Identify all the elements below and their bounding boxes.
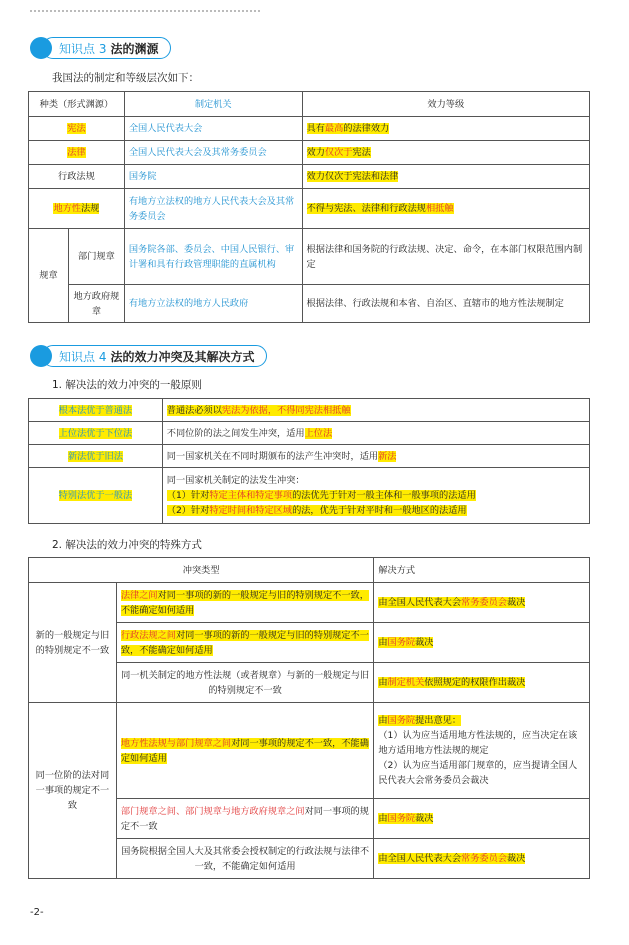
table-row (29, 189, 590, 229)
principle-desc: 普通法必须以宪法为依据，不得同宪法相抵触 (162, 399, 589, 422)
sources-table (28, 91, 590, 323)
rules-group-cell: 规章 (29, 229, 69, 323)
table-row (29, 583, 590, 623)
section3-title: 法的渊源 (110, 41, 159, 56)
principle-name: 特别法优于一般法 (29, 468, 163, 524)
header-conflict: 冲突类型 (29, 558, 374, 583)
header-org: 制定机关 (124, 92, 302, 117)
table-row (29, 117, 590, 141)
table-row (29, 399, 590, 422)
conflict-cell: 同一机关制定的地方性法规（或者规章）与新的一般规定与旧的特别规定不一致 (116, 663, 374, 703)
conflict-cell: 国务院根据全国人大及其常委会授权制定的行政法规与法律不一致，不能确定如何适用 (116, 839, 374, 879)
conflict-cell: 法律之间对同一事项的新的一般规定与旧的特别规定不一致，不能确定如何适用 (116, 583, 374, 623)
table-row (29, 703, 590, 799)
subtype-cell: 部门规章 (68, 229, 124, 285)
header-type: 种类（形式渊源） (29, 92, 125, 117)
effect-cell: 不得与宪法、法律和行政法规相抵触 (302, 189, 589, 229)
section4-kp: 知识点 4 (59, 349, 107, 364)
org-cell: 全国人民代表大会及其常务委员会 (124, 141, 302, 165)
header-solution: 解决方式 (374, 558, 590, 583)
header-effect: 效力等级 (302, 92, 589, 117)
effect-cell: 效力仅次于宪法 (302, 141, 589, 165)
table-row (29, 229, 590, 285)
type-cell: 宪法 (29, 117, 125, 141)
page-number: -2- (30, 907, 44, 918)
group-b-cell: 同一位阶的法对同一事项的规定不一致 (29, 703, 117, 879)
table-row (29, 422, 590, 445)
effect-cell: 根据法律、行政法规和本省、自治区、直辖市的地方性法规制定 (302, 285, 589, 323)
org-cell: 全国人民代表大会 (124, 117, 302, 141)
principle-desc: 不同位阶的法之间发生冲突，适用上位法 (162, 422, 589, 445)
special-table (28, 557, 590, 879)
principle-name: 上位法优于下位法 (29, 422, 163, 445)
table-row (29, 141, 590, 165)
special-header-row (29, 558, 590, 583)
subheading-principles: 1. 解决法的效力冲突的一般原则 (52, 379, 202, 391)
table-row (29, 285, 590, 323)
section4-title: 法的效力冲突及其解决方式 (110, 349, 255, 364)
subtype-cell: 地方政府规章 (68, 285, 124, 323)
effect-cell: 效力仅次于宪法和法律 (302, 165, 589, 189)
solution-cell: 由国务院裁决 (374, 623, 590, 663)
solution-cell: 由国务院提出意见： （1）认为应当适用地方性法规的，应当决定在该地方适用地方性法规的规定 （2）认为应当适用部门规章的，应当提请全国人民代表大会常务委员会裁决 (374, 703, 590, 799)
type-cell: 行政法规 (29, 165, 125, 189)
principle-desc: 同一国家机关制定的法发生冲突： （1）针对特定主体和特定事项的法优先于针对一般主体和一般事项的法适用 （2）针对特定时间和特定区域的法，优先于针对平时和一般地区的法适用 (162, 468, 589, 524)
top-dotted-rule (30, 10, 260, 12)
org-cell: 国务院各部、委员会、中国人民银行、审计署和具有行政管理职能的直属机构 (124, 229, 302, 285)
principles-table (28, 398, 590, 524)
table-row (29, 165, 590, 189)
effect-cell: 具有最高的法律效力 (302, 117, 589, 141)
table-row (29, 445, 590, 468)
principle-name: 新法优于旧法 (29, 445, 163, 468)
solution-cell: 由全国人民代表大会常务委员会裁决 (374, 583, 590, 623)
org-cell: 有地方立法权的地方人民政府 (124, 285, 302, 323)
type-cell: 地方性法规 (29, 189, 125, 229)
table-row (29, 468, 590, 524)
solution-cell: 由全国人民代表大会常务委员会裁决 (374, 839, 590, 879)
section4-pill (42, 345, 267, 367)
section3-intro: 我国法的制定和等级层次如下： (52, 72, 199, 84)
conflict-cell: 部门规章之间、部门规章与地方政府规章之间对同一事项的规定不一致 (116, 799, 374, 839)
principle-desc: 同一国家机关在不同时期颁布的法产生冲突时，适用新法 (162, 445, 589, 468)
sources-header-row (29, 92, 590, 117)
solution-cell: 由国务院裁决 (374, 799, 590, 839)
section3-pill (42, 37, 171, 59)
section3-heading (30, 36, 171, 60)
section4-heading (30, 344, 267, 368)
principle-name: 根本法优于普通法 (29, 399, 163, 422)
section-bullet-icon (30, 37, 52, 59)
conflict-cell: 行政法规之间对同一事项的新的一般规定与旧的特别规定不一致，不能确定如何适用 (116, 623, 374, 663)
section3-kp: 知识点 3 (59, 41, 107, 56)
subheading-special: 2. 解决法的效力冲突的特殊方式 (52, 539, 202, 551)
section-bullet-icon (30, 345, 52, 367)
solution-cell: 由制定机关依照规定的权限作出裁决 (374, 663, 590, 703)
effect-cell: 根据法律和国务院的行政法规、决定、命令，在本部门权限范围内制定 (302, 229, 589, 285)
org-cell: 有地方立法权的地方人民代表大会及其常务委员会 (124, 189, 302, 229)
group-a-cell: 新的一般规定与旧的特别规定不一致 (29, 583, 117, 703)
type-cell: 法律 (29, 141, 125, 165)
org-cell: 国务院 (124, 165, 302, 189)
conflict-cell: 地方性法规与部门规章之间对同一事项的规定不一致，不能确定如何适用 (116, 703, 374, 799)
